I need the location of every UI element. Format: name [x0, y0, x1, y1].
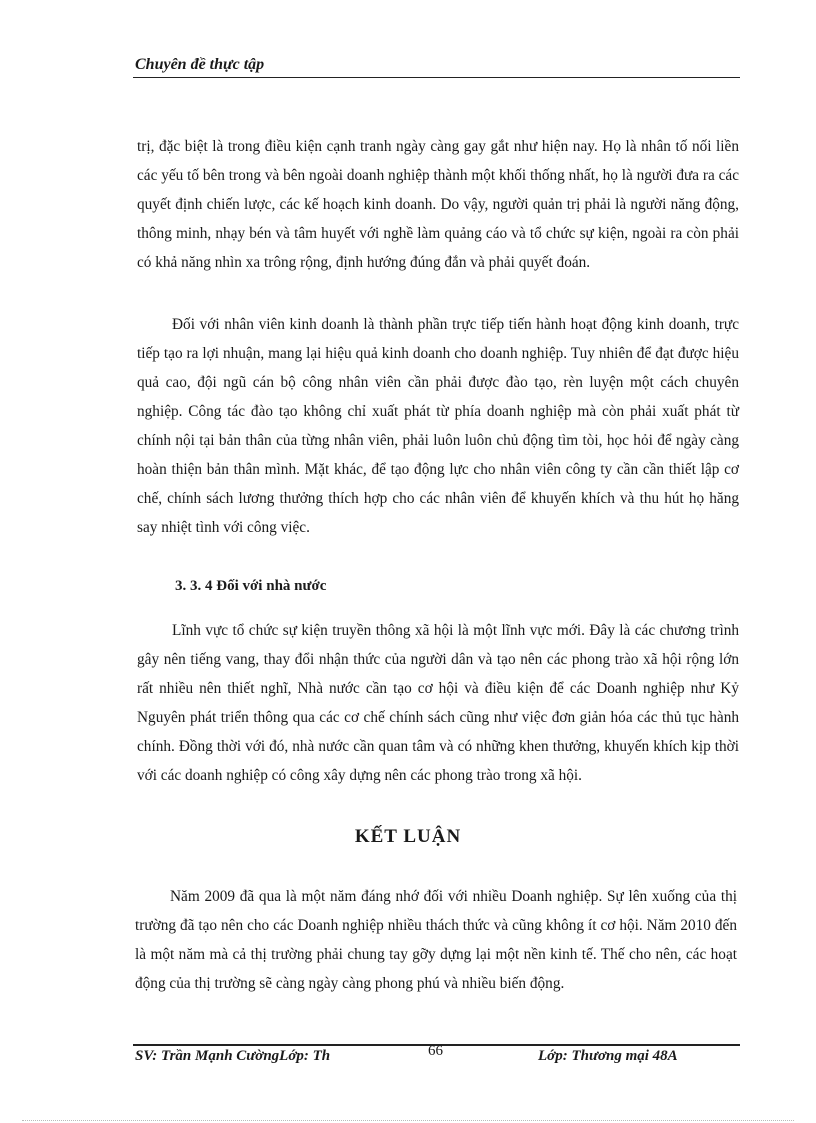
header-divider: [133, 77, 740, 78]
footer-student: SV: Trần Mạnh CườngLớp: Th: [135, 1048, 331, 1064]
paragraph-sales-staff: Đối với nhân viên kinh doanh là thành phần trực tiếp tiến hành hoạt động kinh doanh, trực tiếp tạo ra lợi nhuận, mang lại hiệu quả kinh doanh cho doanh nghiệp. Tuy nhiên để đạt được hiệu quả cao, đội ngũ cán bộ công nhân viên cần phải được đào tạo, rèn luyện một cách chuyên nghiệp. Công tác đào tạo không chỉ xuất phát từ phía doanh nghiệp mà còn phải xuất phát từ chính nội tại bản thân của từng nhân viên, phải luôn luôn chủ động tìm tòi, học hỏi để ngày càng hoàn thiện bản thân mình. Mặt khác, để tạo động lực cho nhân viên công ty cần cần thiết lập cơ chế, chính sách lương thưởng thích hợp cho các nhân viên để khuyến khích và thu hút họ hăng say nhiệt tình với công việc.: [137, 316, 739, 536]
page-number: 66: [428, 1043, 443, 1059]
conclusion-title: KẾT LUẬN: [354, 826, 462, 847]
header-title: Chuyên đề thực tập: [135, 56, 265, 73]
paragraph-management: trị, đặc biệt là trong điều kiện cạnh tranh ngày càng gay gắt như hiện nay. Họ là nhân tố nối liền các yếu tố bên trong và bên ngoài doanh nghiệp thành một khối thống nhất, họ là người đưa ra các quyết định chiến lược, các kế hoạch kinh doanh. Do vậy, người quản trị phải là người năng động, thông minh, nhạy bén và tâm huyết với nghề làm quảng cáo và tổ chức sự kiện, ngoài ra còn phải có khả năng nhìn xa trông rộng, định hướng đúng đắn và phải quyết đoán.: [137, 138, 739, 271]
section-heading: 3. 3. 4 Đối với nhà nước: [175, 578, 327, 594]
paragraph-conclusion: Năm 2009 đã qua là một năm đáng nhớ đối với nhiều Doanh nghiệp. Sự lên xuống của thị trường đã tạo nên cho các Doanh nghiệp nhiều thách thức và cũng không ít cơ hội. Năm 2010 đến là một năm mà cả thị trường phải chung tay gỡy dựng lại một nền kinh tế. Thế cho nên, các hoạt động của thị trường sẽ càng ngày càng phong phú và nhiều biến động.: [135, 888, 737, 992]
footer-class: Lớp: Thương mại 48A: [538, 1048, 678, 1064]
page-edge-divider: [22, 1120, 794, 1121]
paragraph-state: Lĩnh vực tổ chức sự kiện truyền thông xã hội là một lĩnh vực mới. Đây là các chương trình gây nên tiếng vang, thay đổi nhận thức của người dân và tạo nên các phong trào xã hội rộng lớn rất nhiều nên thiết nghĩ, Nhà nước cần tạo cơ hội và điều kiện để các Doanh nghiệp như Kỷ Nguyên phát triển thông qua các cơ chế chính sách cũng như việc đơn giản hóa các thủ tục hành chính. Đồng thời với đó, nhà nước cần quan tâm và có những khen thưởng, khuyến khích kịp thời với các doanh nghiệp có công xây dựng nên các phong trào trong xã hội.: [137, 622, 739, 784]
